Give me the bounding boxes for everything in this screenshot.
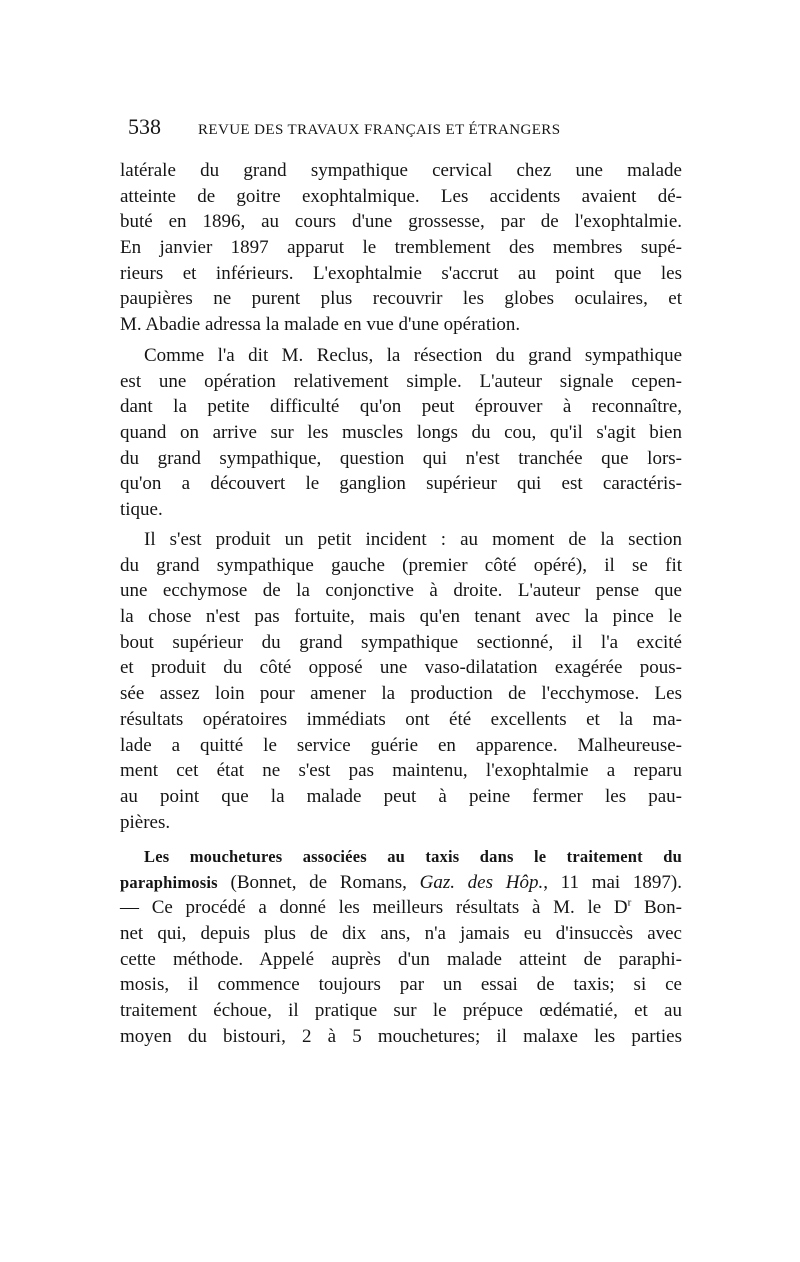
text-line: bout supérieur du grand sympathique sectionné, il l'a excité bbox=[120, 631, 682, 653]
text-line: Il s'est produit un petit incident : au moment de la section bbox=[144, 529, 682, 550]
text-line: Comme l'a dit M. Reclus, la résection du grand sympathique bbox=[144, 345, 682, 366]
text-line: tique. bbox=[120, 499, 163, 521]
text-line: lade a quitté le service guérie en apparence. Malheureuse- bbox=[120, 734, 682, 756]
text-line: au point que la malade peut à peine fermer les pau- bbox=[120, 785, 682, 807]
running-title: REVUE DES TRAVAUX FRANÇAIS ET ÉTRANGERS bbox=[198, 122, 561, 138]
body-line-end: Bon- bbox=[631, 897, 682, 919]
text-line: cette méthode. Appelé auprès d'un malade atteint de paraphi- bbox=[120, 948, 682, 970]
paragraph-incident bbox=[120, 527, 682, 835]
text-line: sée assez loin pour amener la production de l'ecchymose. Les bbox=[120, 683, 682, 705]
citation-date: , 11 mai 1897). bbox=[543, 871, 682, 893]
article-title: Les mouchetures associées au taxis dans le traitement du bbox=[144, 847, 682, 866]
text-line bbox=[120, 895, 682, 921]
text-line: mosis, il commence toujours par un essai de taxis; si ce bbox=[120, 974, 682, 996]
page-header bbox=[128, 113, 684, 147]
article-title-continued: paraphimosis bbox=[120, 872, 218, 892]
page-number: 538 bbox=[128, 114, 161, 139]
text-line: M. Abadie adressa la malade en vue d'une opération. bbox=[120, 314, 521, 336]
text-line: ment cet état ne s'est pas maintenu, l'exophtalmie a reparu bbox=[120, 760, 682, 782]
text-line: la chose n'est pas fortuite, mais qu'en tenant avec la pince le bbox=[120, 606, 682, 628]
text-line: moyen du bistouri, 2 à 5 mouchetures; il malaxe les parties bbox=[120, 1025, 682, 1047]
citation-line bbox=[120, 870, 682, 896]
text-line: résultats opératoires immédiats ont été excellents et la ma- bbox=[120, 708, 682, 730]
article-title-line bbox=[120, 844, 682, 870]
citation-journal: Gaz. des Hôp. bbox=[419, 871, 544, 893]
text-line: du grand sympathique, question qui n'est tranchée que lors- bbox=[120, 447, 682, 469]
article-paraphimosis bbox=[120, 844, 682, 1050]
doctor-abbreviation-superscript: r bbox=[627, 897, 632, 910]
text-line: net qui, depuis plus de dix ans, n'a jamais eu d'insuccès avec bbox=[120, 923, 682, 945]
text-line: quand on arrive sur les muscles longs du cou, qu'il s'agit bien bbox=[120, 422, 682, 444]
text-line: atteinte de goitre exophtalmique. Les accidents avaient dé- bbox=[120, 185, 682, 207]
text-line: dant la petite difficulté qu'on peut éprouver à reconnaître, bbox=[120, 396, 682, 418]
paragraph-reclus bbox=[120, 343, 682, 523]
text-line: et produit du côté opposé une vaso-dilatation exagérée pous- bbox=[120, 657, 682, 679]
paragraph-continued bbox=[120, 158, 682, 338]
text-line: buté en 1896, au cours d'une grossesse, par de l'exophtalmie. bbox=[120, 211, 682, 233]
citation-authors: (Bonnet, de Romans, bbox=[217, 871, 420, 893]
text-line: paupières ne purent plus recouvrir les globes oculaires, et bbox=[120, 288, 682, 310]
text-line: pières. bbox=[120, 811, 171, 833]
text-line: En janvier 1897 apparut le tremblement des membres supé- bbox=[120, 237, 682, 259]
text-line: rieurs et inférieurs. L'exophtalmie s'accrut au point que les bbox=[120, 262, 682, 284]
text-line: du grand sympathique gauche (premier côté opéré), il se fit bbox=[120, 554, 682, 576]
body-line-start: — Ce procédé a donné les meilleurs résultats à M. le D bbox=[120, 897, 628, 919]
text-line: qu'on a découvert le ganglion supérieur qui est caractéris- bbox=[120, 473, 682, 495]
text-line: une ecchymose de la conjonctive à droite. L'auteur pense que bbox=[120, 580, 682, 602]
text-line: est une opération relativement simple. L'auteur signale cepen- bbox=[120, 370, 682, 392]
text-line: traitement échoue, il pratique sur le prépuce œdématié, et au bbox=[120, 1000, 682, 1022]
text-line: latérale du grand sympathique cervical chez une malade bbox=[120, 160, 682, 181]
